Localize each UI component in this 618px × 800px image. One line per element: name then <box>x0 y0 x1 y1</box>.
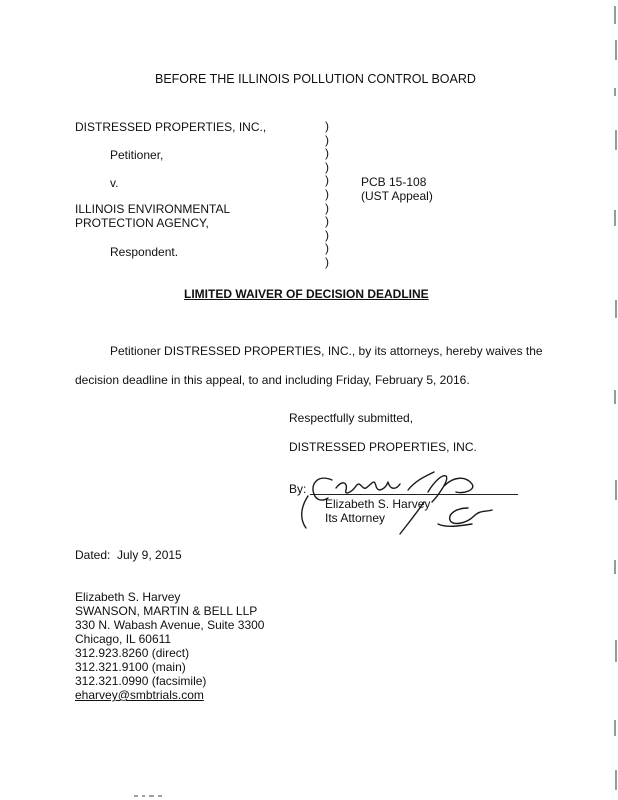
law-firm: SWANSON, MARTIN & BELL LLP <box>75 604 258 618</box>
attorney-name: Elizabeth S. Harvey <box>75 590 181 604</box>
caption-paren: ) <box>325 254 329 269</box>
signing-party: DISTRESSED PROPERTIES, INC. <box>289 440 477 454</box>
caption-paren: ) <box>325 173 329 188</box>
signature-stroke <box>450 508 492 523</box>
phone-direct: 312.923.8260 (direct) <box>75 646 190 660</box>
caption-paren: ) <box>325 214 329 229</box>
petitioner-name: DISTRESSED PROPERTIES, INC., <box>75 120 267 134</box>
caption-divider <box>325 120 335 270</box>
caption-paren: ) <box>325 146 329 161</box>
case-type: (UST Appeal) <box>361 189 433 203</box>
caption-paren: ) <box>325 227 329 242</box>
petitioner-role: Petitioner, <box>110 148 164 162</box>
signer-name: Elizabeth S. Harvey <box>325 497 431 511</box>
body-line-1: Petitioner DISTRESSED PROPERTIES, INC., by its attorneys, hereby waives the <box>110 344 543 358</box>
dated-label: Dated: <box>75 548 111 562</box>
signature-stroke <box>302 496 308 528</box>
respondent-name-line1: ILLINOIS ENVIRONMENTAL <box>75 202 231 216</box>
signature-stroke <box>438 524 472 526</box>
caption-paren: ) <box>325 159 329 174</box>
closing-text: Respectfully submitted, <box>289 411 414 425</box>
versus-label: v. <box>110 176 119 190</box>
dated-value: July 9, 2015 <box>117 548 182 562</box>
signature-stroke <box>408 472 434 490</box>
by-label: By: <box>289 482 307 496</box>
board-title: BEFORE THE ILLINOIS POLLUTION CONTROL BOARD <box>155 72 476 86</box>
email-link[interactable]: eharvey@smbtrials.com <box>75 688 204 702</box>
phone-main: 312.321.9100 (main) <box>75 660 186 674</box>
signature-stroke <box>444 478 473 492</box>
scan-bottom-artifact <box>132 794 172 798</box>
scan-edge-artifact <box>610 0 618 800</box>
firm-street: 330 N. Wabash Avenue, Suite 3300 <box>75 618 265 632</box>
signature-stroke <box>336 482 400 493</box>
case-number: PCB 15-108 <box>361 175 427 189</box>
firm-city: Chicago, IL 60611 <box>75 632 172 646</box>
caption-paren: ) <box>325 241 329 256</box>
respondent-role: Respondent. <box>110 245 179 259</box>
caption-paren: ) <box>325 200 329 215</box>
signer-title: Its Attorney <box>325 511 386 525</box>
signature-stroke <box>428 476 447 502</box>
caption-paren: ) <box>325 132 329 147</box>
fax-number: 312.321.0990 (facsimile) <box>75 674 207 688</box>
respondent-name-line2: PROTECTION AGENCY, <box>75 216 209 230</box>
document-title: LIMITED WAIVER OF DECISION DEADLINE <box>184 287 429 301</box>
body-line-2: decision deadline in this appeal, to and including Friday, February 5, 2016. <box>75 373 470 387</box>
caption-paren: ) <box>325 186 329 201</box>
caption-paren: ) <box>325 119 329 133</box>
